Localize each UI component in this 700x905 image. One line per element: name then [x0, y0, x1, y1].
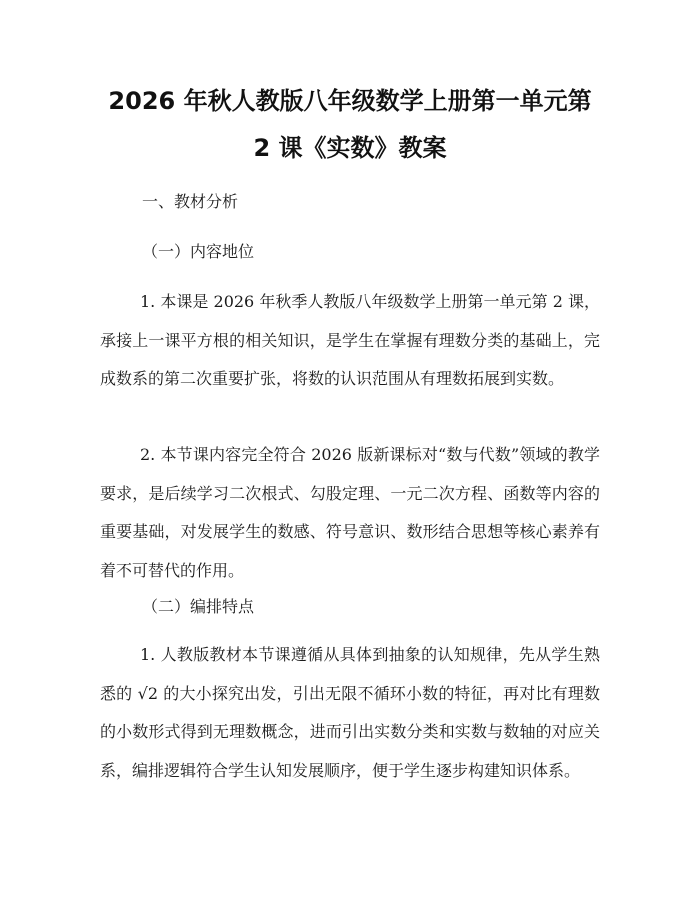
paragraph-3: 1. 人教版教材本节课遵循从具体到抽象的认知规律，先从学生熟悉的 √2 的大小探究出发，引出无限不循环小数的特征，再对比有理数的小数形式得到无理数概念，进而引出实数分类和实数与数轴的对应关系，编排逻辑符合学生认知发展顺序，便于学生逐步构建知识体系。	[100, 645, 600, 780]
subsection-heading-content-position: （一）内容地位	[142, 242, 255, 261]
document-title-line-1: 2026 年秋人教版八年级数学上册第一单元第	[108, 87, 592, 115]
document-title-line-2: 2 课《实数》教案	[253, 134, 447, 162]
paragraph-2: 2. 本节课内容完全符合 2026 版新课标对“数与代数”领域的教学要求，是后续学习二次根式、勾股定理、一元二次方程、函数等内容的重要基础，对发展学生的数感、符号意识、数形结合思想等核心素养有着不可替代的作用。	[100, 445, 600, 580]
subsection-heading-arrangement-features: （二）编排特点	[142, 597, 255, 616]
paragraph-1: 1. 本课是 2026 年秋季人教版八年级数学上册第一单元第 2 课，承接上一课平方根的相关知识，是学生在掌握有理数分类的基础上，完成数系的第二次重要扩张，将数的认识范围从有理数拓展到实数。	[100, 292, 600, 388]
section-heading-textbook-analysis: 一、教材分析	[142, 192, 239, 211]
